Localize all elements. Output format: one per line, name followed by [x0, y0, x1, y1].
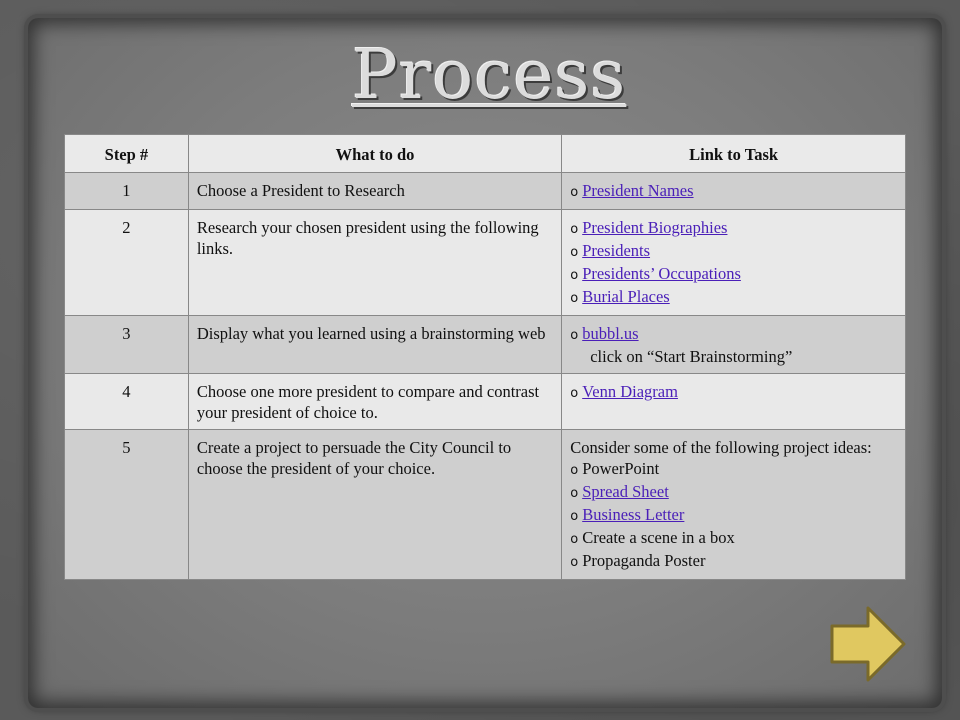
- step-number: 1: [65, 173, 189, 210]
- process-table: [64, 134, 906, 580]
- bullet-icon: o: [570, 509, 579, 524]
- table-row: [65, 173, 906, 210]
- step-number: 4: [65, 374, 189, 430]
- list-item-text: click on “Start Brainstorming”: [590, 347, 793, 366]
- task-links: [562, 430, 906, 580]
- step-number: 3: [65, 316, 189, 374]
- list-item: [570, 381, 897, 404]
- list-item-text: Create a scene in a box: [582, 528, 735, 547]
- task-description: Display what you learned using a brainstorming web: [188, 316, 561, 374]
- bullet-icon: o: [570, 555, 579, 570]
- bullet-icon: o: [570, 245, 579, 260]
- list-item: [570, 286, 897, 309]
- list-item: [570, 263, 897, 286]
- table-row: [65, 210, 906, 316]
- bullet-icon: o: [570, 268, 579, 283]
- task-link[interactable]: President Names: [582, 181, 694, 200]
- project-ideas-intro: Consider some of the following project ideas:: [570, 438, 872, 457]
- table-row: [65, 374, 906, 430]
- list-item: [570, 458, 897, 481]
- list-item: [570, 217, 897, 240]
- task-links: [562, 374, 906, 430]
- list-item-text: PowerPoint: [582, 459, 660, 478]
- task-links: [562, 210, 906, 316]
- bullet-icon: o: [570, 222, 579, 237]
- step-number: 2: [65, 210, 189, 316]
- bullet-icon: o: [570, 463, 579, 478]
- task-link[interactable]: Venn Diagram: [582, 382, 678, 401]
- task-link[interactable]: Business Letter: [582, 505, 685, 524]
- task-link[interactable]: Presidents: [582, 241, 651, 260]
- bullet-icon: o: [570, 291, 579, 306]
- task-link[interactable]: Burial Places: [582, 287, 670, 306]
- bullet-icon: o: [570, 532, 579, 547]
- task-link[interactable]: President Biographies: [582, 218, 728, 237]
- list-item: [570, 180, 897, 203]
- task-links: [562, 316, 906, 374]
- header-link-to-task: Link to Task: [562, 135, 906, 173]
- table-header-row: [65, 135, 906, 173]
- bullet-icon: o: [570, 486, 579, 501]
- task-description: Create a project to persuade the City Council to choose the president of your choice.: [188, 430, 561, 580]
- task-link[interactable]: bubbl.us: [582, 324, 639, 343]
- page-title: Process: [352, 36, 627, 115]
- header-what-to-do: What to do: [188, 135, 561, 173]
- task-links: [562, 173, 906, 210]
- list-item-text: Propaganda Poster: [582, 551, 706, 570]
- header-step: Step #: [65, 135, 189, 173]
- table-row: [65, 430, 906, 580]
- list-item: [570, 323, 897, 346]
- bullet-icon: o: [570, 328, 579, 343]
- list-item: [570, 550, 897, 573]
- list-item: [570, 346, 897, 367]
- task-link[interactable]: Spread Sheet: [582, 482, 669, 501]
- bullet-icon: o: [570, 185, 579, 200]
- task-description: Choose one more president to compare and contrast your president of choice to.: [188, 374, 561, 430]
- step-number: 5: [65, 430, 189, 580]
- task-description: Research your chosen president using the following links.: [188, 210, 561, 316]
- task-link[interactable]: Presidents’ Occupations: [582, 264, 741, 283]
- list-item: [570, 527, 897, 550]
- task-description: Choose a President to Research: [188, 173, 561, 210]
- list-item: [570, 240, 897, 263]
- table-row: [65, 316, 906, 374]
- list-item: [570, 504, 897, 527]
- right-arrow-icon[interactable]: [832, 608, 904, 680]
- list-item: [570, 481, 897, 504]
- bullet-icon: o: [570, 386, 579, 401]
- next-slide-button[interactable]: [828, 604, 908, 684]
